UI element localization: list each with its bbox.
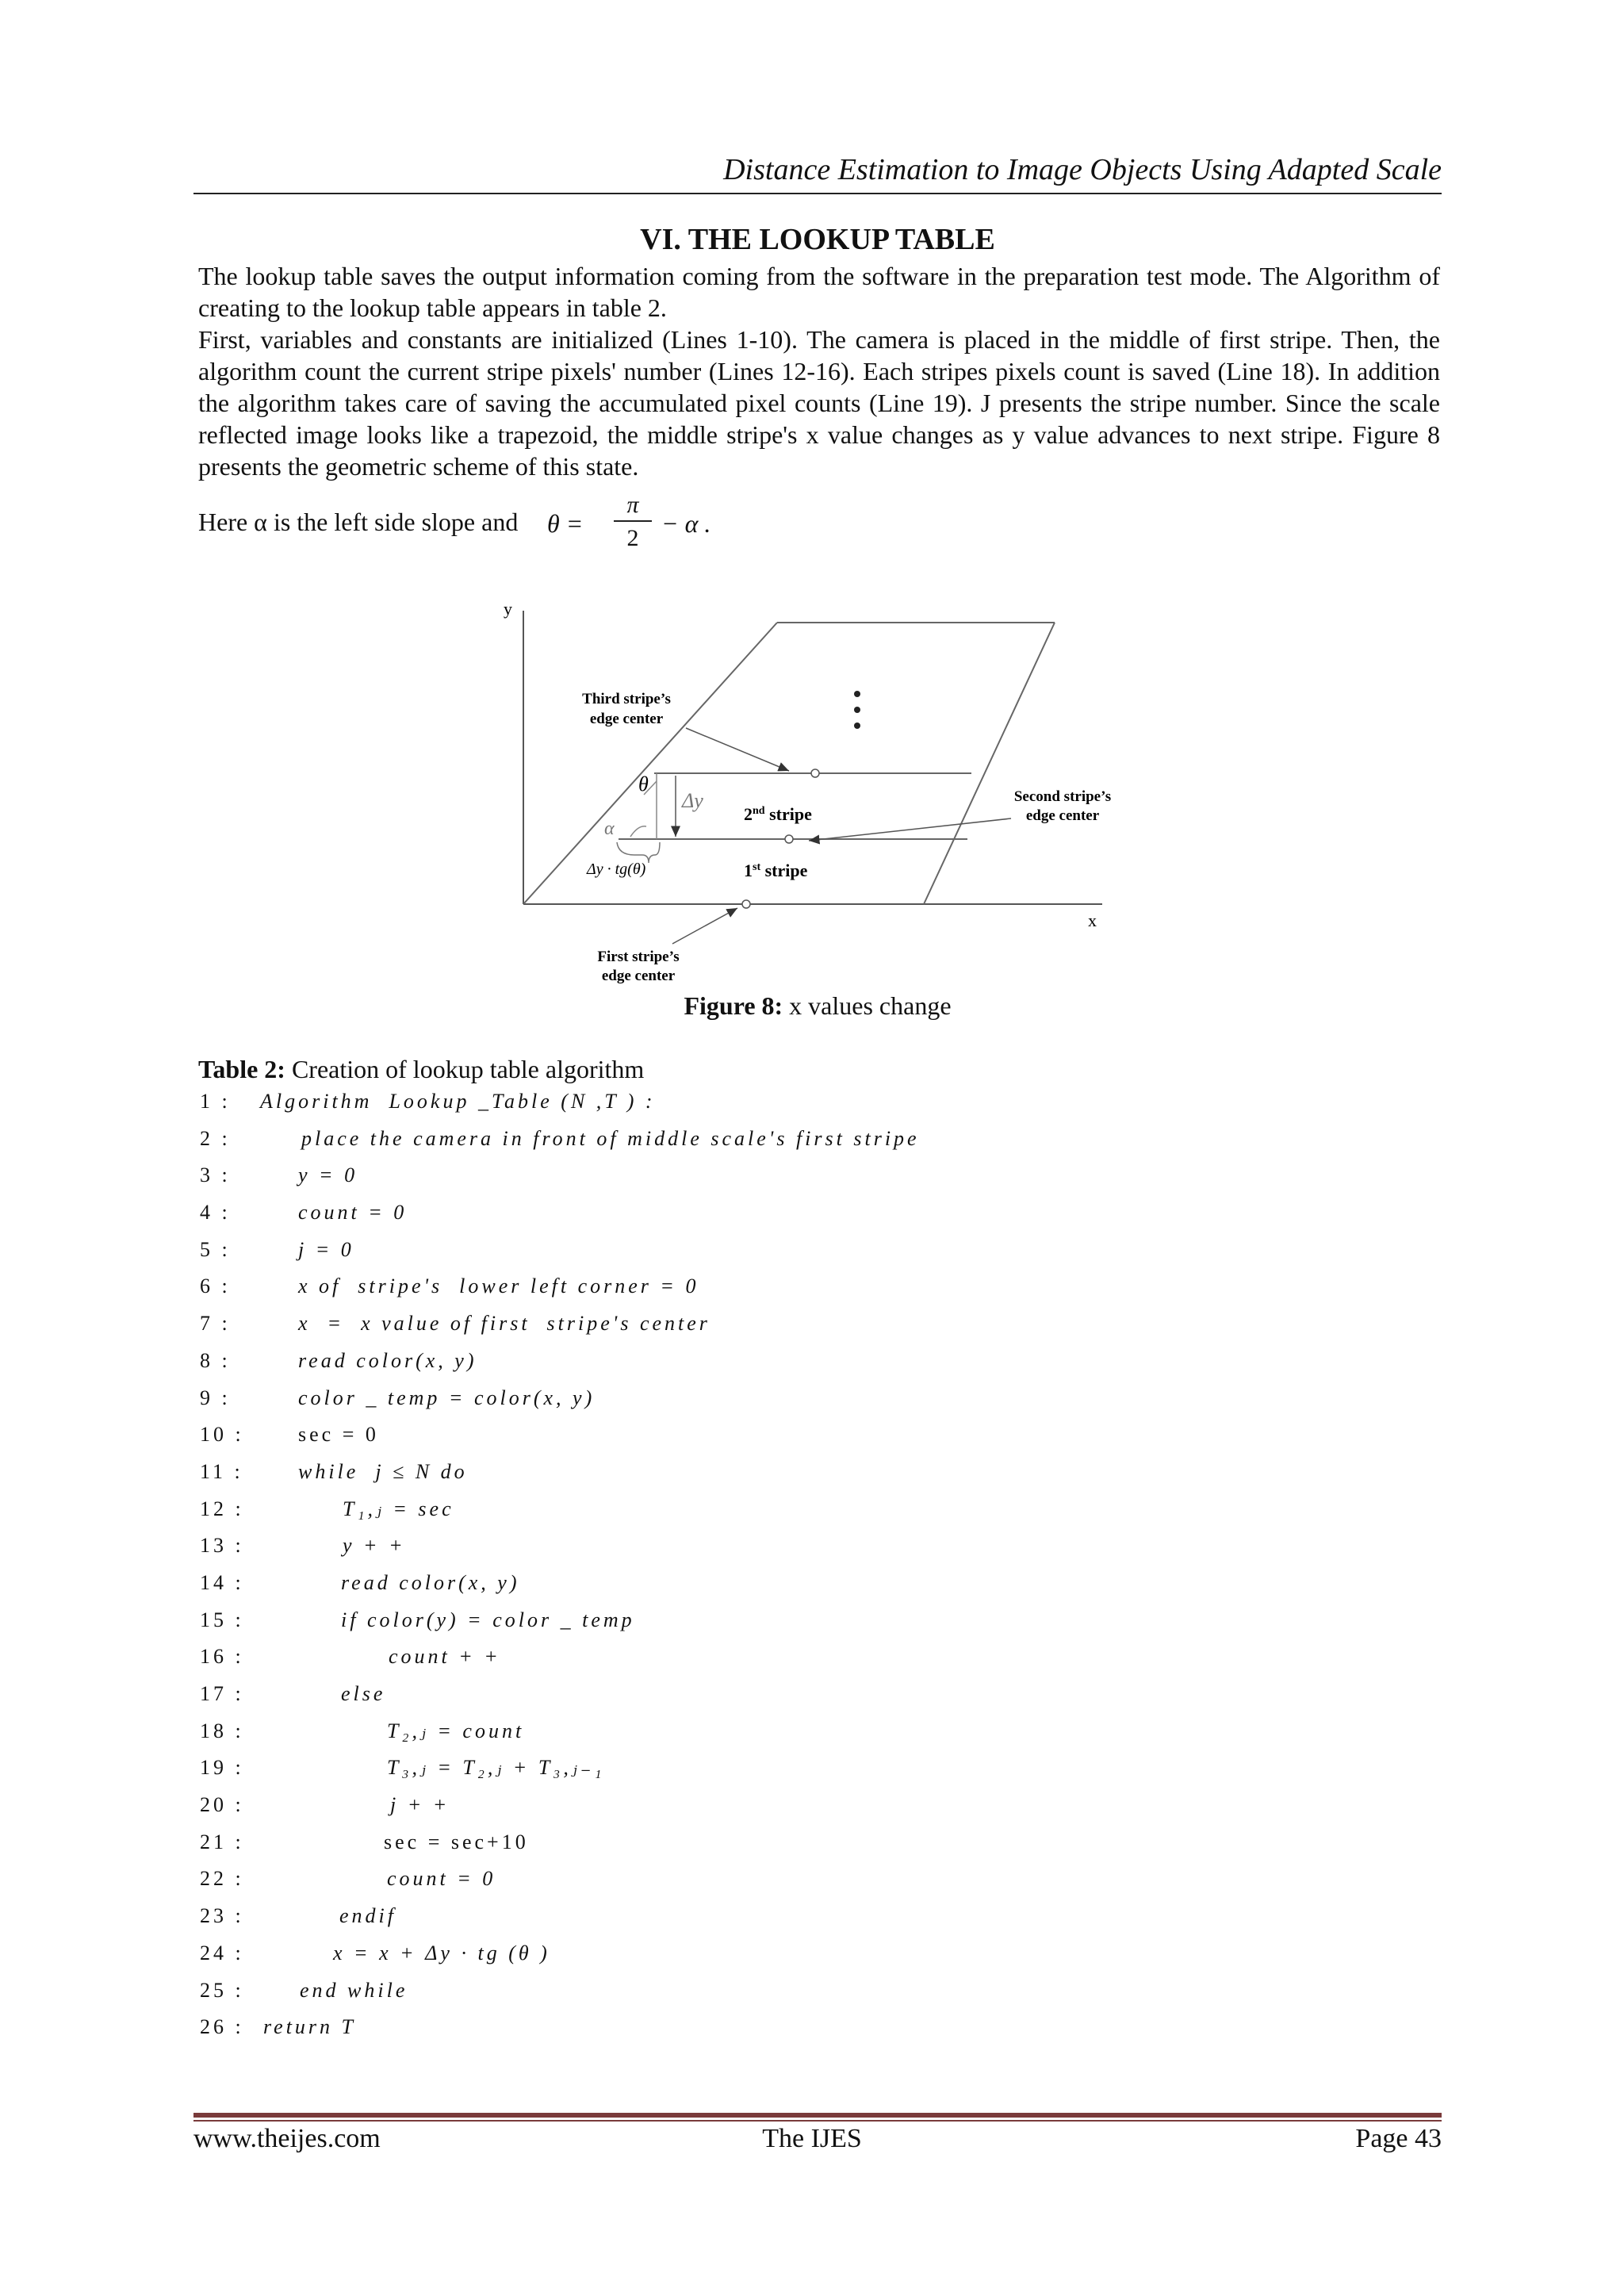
x-axis-label: x — [1088, 910, 1097, 930]
third-stripe-label-2: edge center — [589, 711, 664, 727]
line-number: 26 : — [200, 2015, 244, 2039]
figure-caption-label: Figure 8: — [684, 991, 783, 1020]
figure-caption — [193, 991, 1442, 1021]
algo-code: read color(x, y) — [298, 1348, 477, 1372]
algo-code: Algorithm Lookup _Table (N ,T ) : — [260, 1090, 656, 1113]
line-number: 15 : — [200, 1608, 244, 1631]
table-title-text: Creation of lookup table algorithm — [285, 1055, 645, 1083]
line-number: 12 : — [200, 1497, 244, 1520]
algo-code: endif — [339, 1904, 396, 1928]
algo-line — [200, 1756, 1389, 1793]
line-number: 14 : — [200, 1570, 244, 1594]
algo-line — [200, 1386, 1389, 1424]
line-number: 19 : — [200, 1756, 244, 1780]
line-number: 23 : — [200, 1904, 244, 1928]
algo-line — [200, 1941, 1389, 1979]
algorithm-listing — [200, 1090, 1389, 2053]
algo-code: sec = sec+10 — [384, 1830, 529, 1853]
line-number: 16 : — [200, 1645, 244, 1669]
footer-journal: The IJES — [762, 2124, 862, 2153]
formula-numerator: π — [626, 492, 639, 518]
trapezoid-left-side — [523, 623, 777, 904]
algo-code: color _ temp = color(x, y) — [298, 1386, 596, 1409]
algo-code: end while — [300, 1978, 408, 2002]
algo-code: j + + — [390, 1793, 450, 1817]
line-number: 6 : — [200, 1274, 231, 1298]
paragraph-intro: The lookup table saves the output information coming from the software in the preparation test mode. The Algorithm of creating to the lookup table appears in table 2. — [198, 262, 1440, 322]
line-number: 20 : — [200, 1793, 244, 1817]
formula-theta-eq: θ = — [547, 509, 584, 538]
third-stripe-pointer — [686, 728, 789, 771]
algo-code: else — [341, 1682, 386, 1705]
y-axis-label: y — [504, 599, 512, 619]
line-number: 13 : — [200, 1534, 244, 1558]
footer-page-number: Page 43 — [1355, 2124, 1442, 2153]
algo-code: x = x value of first stripe's center — [298, 1312, 710, 1336]
line-number: 4 : — [200, 1201, 231, 1225]
footer-rule-thin — [193, 2120, 1442, 2122]
formula-denominator: 2 — [626, 525, 639, 551]
second-stripe-dot — [785, 835, 793, 843]
algo-code: count = 0 — [387, 1867, 496, 1891]
line-number: 22 : — [200, 1867, 244, 1891]
algo-line — [200, 1497, 1389, 1535]
alpha-arc — [630, 826, 646, 837]
line-number: 5 : — [200, 1237, 231, 1261]
first-stripe-dot — [742, 900, 750, 908]
algo-line — [200, 1163, 1389, 1201]
delta-y-tg-expression: Δy · tg(θ) — [587, 861, 646, 878]
first-stripe-label-1: First stripe’s — [597, 949, 680, 965]
stripe-2-label: 2nd stripe — [744, 804, 812, 824]
figure-caption-text: x values change — [783, 991, 952, 1020]
line-number: 18 : — [200, 1719, 244, 1742]
algo-line — [200, 1979, 1389, 2016]
footer-website-link[interactable]: www.theijes.com — [193, 2124, 381, 2153]
algo-code: return T — [263, 2015, 356, 2039]
algo-line — [200, 1090, 1389, 1127]
footer-rule-thick — [193, 2113, 1442, 2118]
formula-lead: Here α is the left side slope and — [198, 508, 519, 536]
algo-line — [200, 1460, 1389, 1497]
algo-code: sec = 0 — [298, 1423, 379, 1447]
algo-code: y + + — [343, 1534, 406, 1558]
section-title: VI. THE LOOKUP TABLE — [640, 223, 995, 256]
line-number: 1 : — [200, 1090, 231, 1113]
algo-code: T₃,ⱼ = T₂,ⱼ + T₃,ⱼ₋₁ — [387, 1756, 605, 1780]
theta-symbol: θ — [638, 772, 649, 795]
algo-line — [200, 1645, 1389, 1682]
third-stripe-label-1: Third stripe’s — [582, 691, 671, 707]
line-number: 10 : — [200, 1423, 244, 1447]
algo-line — [200, 1904, 1389, 1941]
algo-line — [200, 1793, 1389, 1830]
line-number: 11 : — [200, 1459, 243, 1483]
paragraph-description: First, variables and constants are initialized (Lines 1-10). The camera is placed in the middle of first stripe. Then, the algorithm count the current stripe pixels' number (Lines 12-16). Each stripes pixels count is saved (Line 18). In addition the algorithm takes care of saving the accumulated pixel counts (Line 19). J presents the stripe number. Since the scale reflected image looks like a trapezoid, the middle stripe's x value changes as y value advances to next stripe. Figure 8 presents the geometric scheme of this state. — [198, 325, 1440, 481]
algo-code: while j ≤ N do — [298, 1459, 468, 1483]
algo-code: x of stripe's lower left corner = 0 — [298, 1274, 699, 1298]
algo-line — [200, 2015, 1389, 2053]
algo-line — [200, 1312, 1389, 1349]
algo-line — [200, 1867, 1389, 1904]
second-stripe-label-2: edge center — [1025, 807, 1100, 824]
algo-line — [200, 1682, 1389, 1719]
fraction-bar — [614, 520, 652, 522]
ellipsis-dot-2 — [854, 707, 860, 713]
table-title — [198, 1055, 644, 1084]
algo-line — [200, 1274, 1389, 1312]
line-number: 21 : — [200, 1830, 244, 1853]
formula-tail: − α . — [661, 509, 711, 538]
line-number: 3 : — [200, 1163, 231, 1187]
algo-line — [200, 1719, 1389, 1757]
algo-code: count = 0 — [298, 1201, 408, 1225]
third-stripe-dot — [811, 769, 819, 777]
ellipsis-dot-3 — [854, 723, 860, 729]
stripe-1-label: 1st stripe — [744, 861, 808, 880]
algo-code: T₂,ⱼ = count — [387, 1719, 525, 1742]
formula-fraction — [611, 492, 655, 552]
trapezoid-right-side — [924, 623, 1055, 904]
second-stripe-label-1: Second stripe’s — [1013, 788, 1112, 805]
first-stripe-pointer — [672, 908, 737, 944]
ellipsis-dot-1 — [854, 691, 860, 697]
algo-code: count + + — [389, 1645, 501, 1669]
algo-line — [200, 1830, 1389, 1868]
algo-line — [200, 1201, 1389, 1238]
alpha-symbol: α — [604, 818, 615, 839]
table-title-label: Table 2: — [198, 1055, 285, 1083]
algo-line — [200, 1238, 1389, 1275]
line-number: 24 : — [200, 1941, 244, 1964]
algo-line — [200, 1571, 1389, 1608]
delta-y-symbol: Δy — [682, 789, 703, 812]
algo-line — [200, 1127, 1389, 1164]
line-number: 25 : — [200, 1978, 244, 2002]
algo-code: place the camera in front of middle scale's first stripe — [301, 1126, 920, 1150]
figure-8-diagram — [476, 595, 1189, 991]
line-number: 9 : — [200, 1386, 231, 1409]
running-header: Distance Estimation to Image Objects Using Adapted Scale — [723, 153, 1442, 186]
algo-code: x = x + Δy · tg (θ ) — [333, 1941, 550, 1964]
line-number: 8 : — [200, 1348, 231, 1372]
line-number: 2 : — [200, 1126, 231, 1150]
algo-code: if color(y) = color _ temp — [341, 1608, 635, 1631]
algo-code: T₁,ⱼ = sec — [343, 1497, 454, 1520]
algo-code: read color(x, y) — [341, 1570, 520, 1594]
algo-line — [200, 1534, 1389, 1571]
algo-line — [200, 1349, 1389, 1386]
first-stripe-label-2: edge center — [601, 968, 676, 984]
header-rule — [193, 193, 1442, 194]
theta-formula — [198, 492, 1150, 571]
line-number: 17 : — [200, 1682, 244, 1705]
algo-code: y = 0 — [298, 1163, 358, 1187]
line-number: 7 : — [200, 1312, 231, 1336]
second-stripe-pointer — [809, 818, 1011, 841]
algo-line — [200, 1608, 1389, 1646]
algo-code: j = 0 — [298, 1237, 354, 1261]
algo-line — [200, 1423, 1389, 1460]
